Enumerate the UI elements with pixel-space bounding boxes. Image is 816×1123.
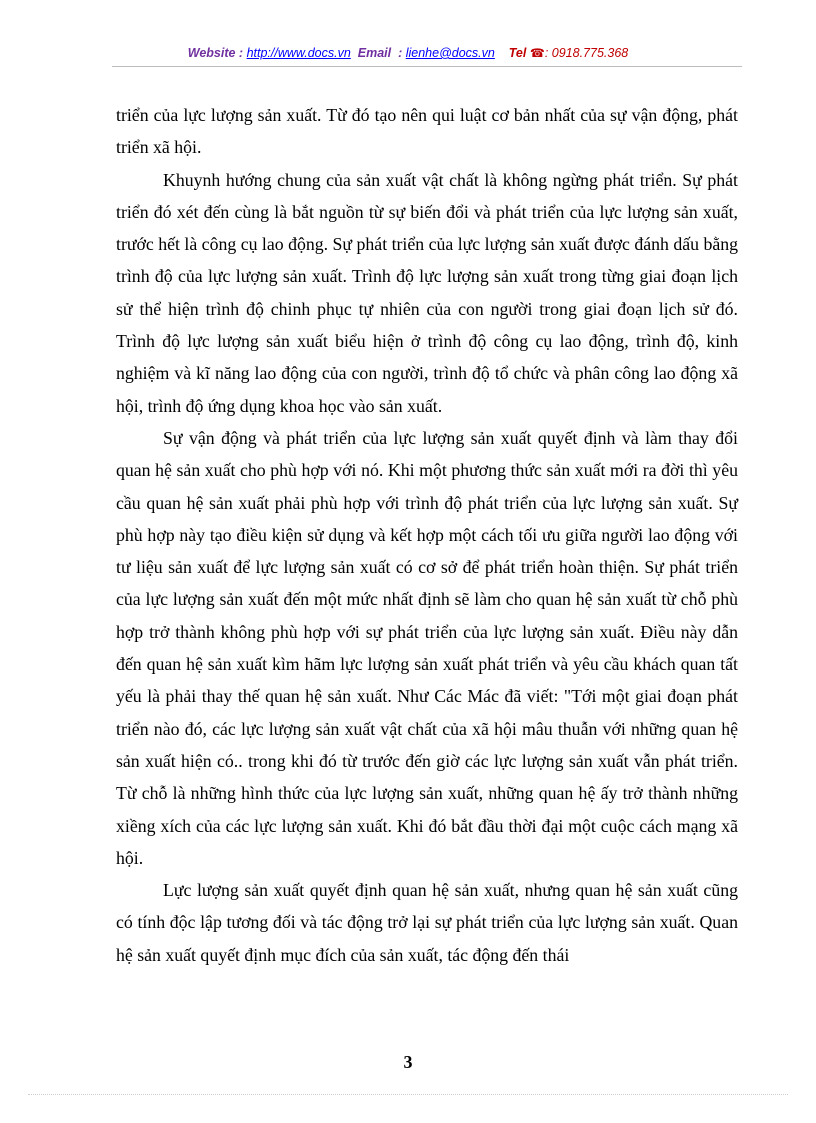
paragraph: Lực lượng sản xuất quyết định quan hệ sản xuất, nhưng quan hệ sản xuất cũng có tính độc lập tương đối và tác động trở lại sự phát triển của lực lượng sản xuất. Quan hệ sản xuất quyết định mục đích của sản xuất, tác động đến thái [116, 880, 738, 965]
page-number: 3 [403, 1052, 413, 1072]
tel-label: Tel [508, 46, 527, 60]
website-link[interactable]: http://www.docs.vn [246, 46, 351, 60]
header-divider [112, 66, 742, 67]
email-separator: : [398, 46, 403, 60]
paragraph-continuation: triển của lực lượng sản xuất. Từ đó tạo nên qui luật cơ bản nhất của sự vận động, phát triển xã hội. [116, 105, 738, 158]
website-label: Website : [187, 46, 244, 60]
email-link[interactable]: lienhe@docs.vn [405, 46, 495, 60]
email-label: Email [357, 46, 392, 60]
document-body [116, 99, 738, 971]
footer-divider [28, 1094, 788, 1095]
phone-number: : 0918.775.368 [544, 46, 629, 60]
paragraph: Khuynh hướng chung của sản xuất vật chất là không ngừng phát triển. Sự phát triển đó xét đến cùng là bắt nguồn từ sự biến đổi và phát triển của lực lượng sản xuất, trước hết là công cụ lao động. Sự phát triển của lực lượng sản xuất được đánh dấu bằng trình độ của lực lượng sản xuất. Trình độ lực lượng sản xuất trong từng giai đoạn lịch sử thể hiện trình độ chinh phục tự nhiên của con người trong giai đoạn lịch sử đó. Trình độ lực lượng sản xuất biểu hiện ở trình độ công cụ lao động, trình độ, kinh nghiệm và kĩ năng lao động của con người, trình độ tổ chức và phân công lao động xã hội, trình độ ứng dụng khoa học vào sản xuất. [116, 169, 739, 416]
paragraph: Sự vận động và phát triển của lực lượng sản xuất quyết định và làm thay đổi quan hệ sản xuất cho phù hợp với nó. Khi một phương thức sản xuất mới ra đời thì yêu cầu quan hệ sản xuất phải phù hợp với trình độ phát triển của lực lượng sản xuất. Sự phù hợp này tạo điều kiện sử dụng và kết hợp một cách tối ưu giữa người lao động với tư liệu sản xuất để lực lượng sản xuất có cơ sở để phát triển hoàn thiện. Sự phát triển của lực lượng sản xuất đến một mức nhất định sẽ làm cho quan hệ sản xuất từ chỗ phù hợp trở thành không phù hợp với sự phát triển của lực lượng sản xuất. Điều này dẫn đến quan hệ sản xuất kìm hãm lực lượng sản xuất phát triển và yêu cầu khách quan tất yếu là phải thay thế quan hệ sản xuất. Như Các Mác đã viết: "Tới một giai đoạn phát triển nào đó, các lực lượng sản xuất vật chất của xã hội mâu thuẫn với những quan hệ sản xuất hiện có.. trong khi đó từ trước đến giờ các lực lượng sản xuất vẫn phát triển. Từ chỗ là những hình thức của lực lượng sản xuất, những quan hệ ấy trở thành những xiềng xích của các lực lượng sản xuất. Khi đó bắt đầu thời đại một cuộc cách mạng xã hội. [116, 427, 738, 868]
page-header [0, 46, 816, 60]
phone-icon: ☎ [529, 46, 545, 60]
